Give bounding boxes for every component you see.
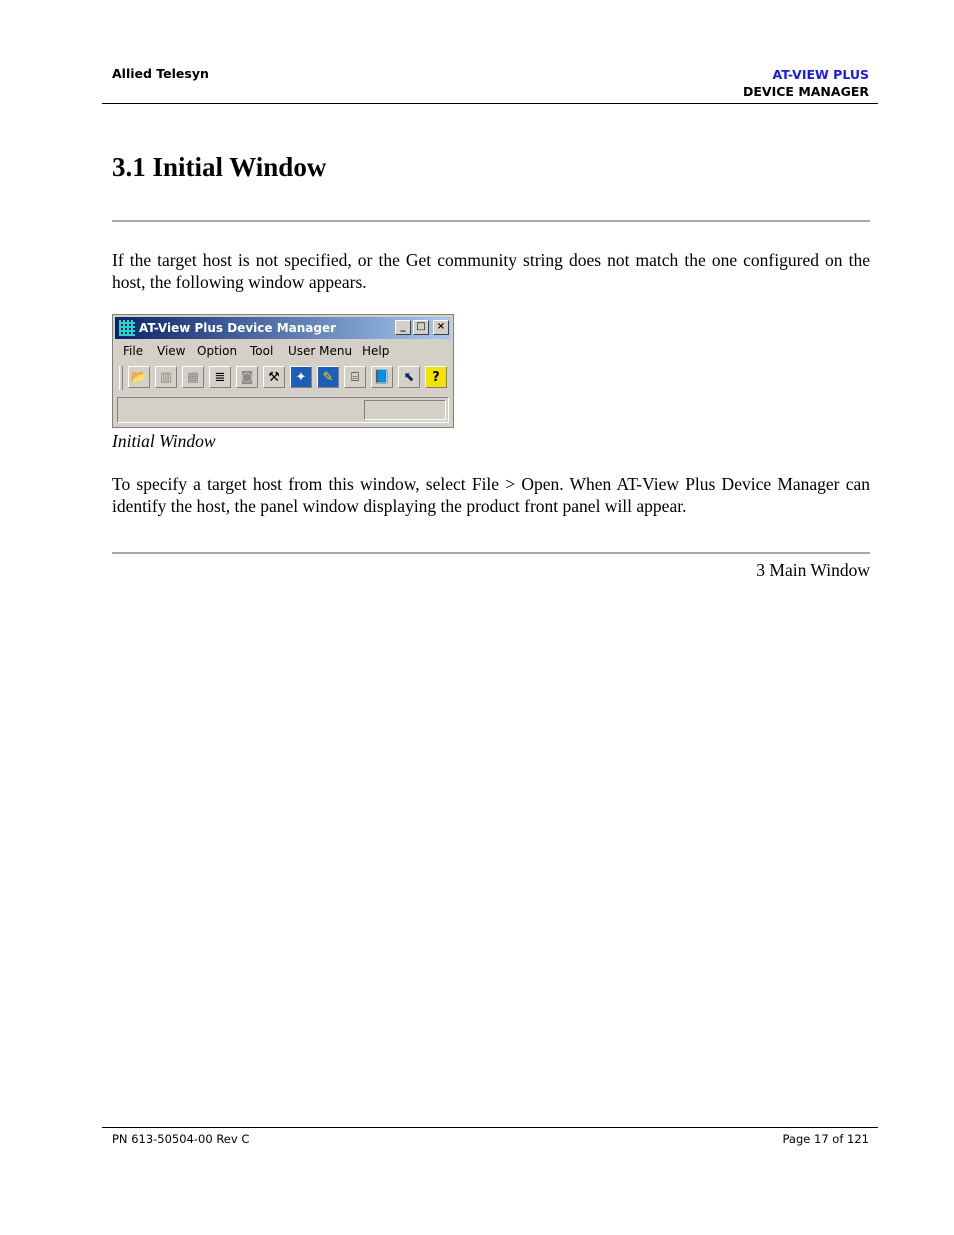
- footer-page-number: Page 17 of 121: [782, 1132, 869, 1146]
- menu-user-menu[interactable]: User Menu: [288, 344, 353, 358]
- menu-file[interactable]: File: [123, 344, 144, 358]
- tool-open-folder-icon[interactable]: 📂: [128, 366, 150, 388]
- app-window-screenshot: [112, 314, 454, 428]
- header-subtitle: DEVICE MANAGER: [743, 84, 869, 99]
- tool-wrench-icon[interactable]: ⚒: [263, 366, 285, 388]
- header-product: AT-VIEW PLUS: [772, 67, 869, 82]
- tool-help-book-icon[interactable]: 📘: [371, 366, 393, 388]
- app-grid-icon: [119, 320, 135, 336]
- tool-grid-icon[interactable]: ▦: [182, 366, 204, 388]
- header-company: Allied Telesyn: [112, 66, 209, 81]
- status-pane: [364, 400, 446, 420]
- tool-pointer-help-icon[interactable]: ⬉: [398, 366, 420, 388]
- tool-panel-icon[interactable]: ▥: [155, 366, 177, 388]
- menu-view[interactable]: View: [157, 344, 186, 358]
- minimize-button[interactable]: _: [395, 320, 411, 335]
- tool-edit-icon[interactable]: ✎: [317, 366, 339, 388]
- tool-network-icon[interactable]: ✦: [290, 366, 312, 388]
- menu-tool[interactable]: Tool: [250, 344, 274, 358]
- intro-paragraph: If the target host is not specified, or the Get community string does not match the one configured on the host, the following window appears.: [112, 250, 870, 292]
- close-button[interactable]: ×: [433, 320, 449, 335]
- section-rule-top: [112, 220, 870, 222]
- tool-question-icon[interactable]: ?: [425, 366, 447, 388]
- window-titlebar[interactable]: [115, 317, 451, 339]
- tool-camera-icon[interactable]: ◙: [236, 366, 258, 388]
- chapter-link[interactable]: 3 Main Window: [756, 560, 870, 580]
- toolbar: [115, 363, 451, 393]
- maximize-button[interactable]: □: [413, 320, 429, 335]
- window-title: AT-View Plus Device Manager: [139, 321, 337, 335]
- menu-bar: [115, 342, 451, 360]
- tool-list-icon[interactable]: ≣: [209, 366, 231, 388]
- menu-option[interactable]: Option: [197, 344, 238, 358]
- figure-caption: Initial Window: [112, 431, 216, 451]
- menu-help[interactable]: Help: [362, 344, 390, 358]
- header-rule: [102, 103, 878, 104]
- section-rule-bottom: [112, 552, 870, 554]
- status-bar: [117, 397, 449, 423]
- footer-part-number: PN 613-50504-00 Rev C: [112, 1132, 250, 1146]
- section-title: 3.1 Initial Window: [112, 152, 327, 182]
- tool-map-icon[interactable]: ⌸: [344, 366, 366, 388]
- body-paragraph: To specify a target host from this window, select File > Open. When AT-View Plus Device Manager can identify the host, the panel window displaying the product front panel will appear.: [112, 474, 870, 516]
- footer-rule: [102, 1127, 878, 1128]
- header-product-block: [743, 66, 869, 100]
- toolbar-grip[interactable]: [119, 366, 123, 390]
